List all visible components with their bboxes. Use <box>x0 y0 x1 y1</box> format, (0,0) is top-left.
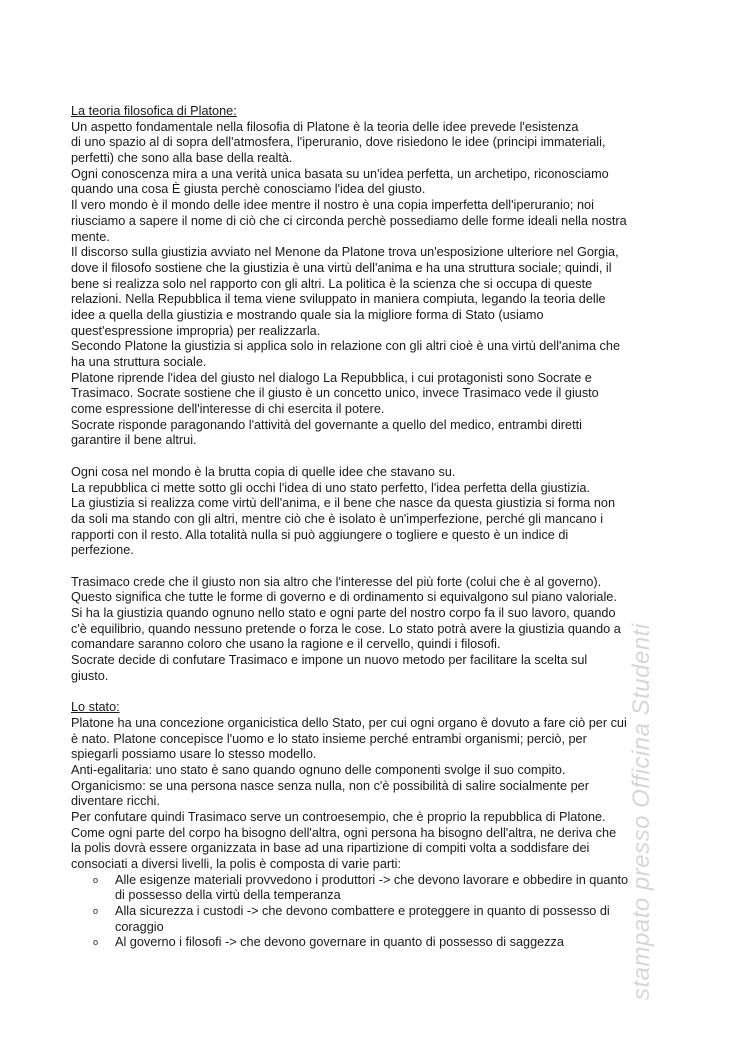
text-line: rapporti con il resto. Alla totalità nulla si può aggiungere o togliere e questo è un indice di <box>71 527 569 542</box>
paragraph-gap <box>71 684 686 700</box>
text-line: Organicismo: se una persona nasce senza nulla, non c'è possibilità di salire socialmente per <box>71 778 589 793</box>
paragraph-gap <box>71 449 686 465</box>
section-heading-stato: Lo stato: <box>71 700 120 715</box>
text-line: dove il filosofo sostiene che la giustizia è una virtù dell'anima e ha una struttura sociale; quindi, il <box>71 260 612 275</box>
text-line: bene si realizza solo nel rapporto con gli altri. La politica è la scienza che si occupa di queste <box>71 276 593 291</box>
list-item-text: Al governo i filosofi -> che devono governare in quanto di possesso di saggezza <box>115 935 564 950</box>
text-line: Socrate risponde paragonando l'attività del governante a quello del medico, entrambi diretti <box>71 417 582 432</box>
text-line: c'è equilibrio, quando nessuno pretende o forza le cose. Lo stato potrà avere la giustizia quando a <box>71 621 621 636</box>
text-line: comandare saranno coloro che usano la ragione e il cervello, quindi i filosofi. <box>71 637 501 652</box>
text-line: ha una struttura sociale. <box>71 355 207 369</box>
list-item <box>71 873 686 904</box>
section-stato-text <box>71 716 686 873</box>
section-teoria-text <box>71 120 686 449</box>
text-line: Anti-egalitaria: uno stato è sano quando ognuno delle componenti svolge il suo compito. <box>71 762 566 777</box>
bullet-list <box>71 873 686 951</box>
bullet-marker: o <box>93 906 99 917</box>
text-line: La repubblica ci mette sotto gli occhi l'idea di uno stato perfetto, l'idea perfetta della giustizia. <box>71 480 590 495</box>
text-line: di uno spazio al di sopra dell'atmosfera, l'iperuranio, dove risiedono le idee (principi immateriali, <box>71 135 606 150</box>
list-item-text: Alle esigenze materiali provvedono i produttori -> che devono lavorare e obbedire in quanto <box>115 872 629 887</box>
watermark: stampato presso Officina Studenti <box>628 623 655 1000</box>
list-item-continuation: coraggio <box>115 919 164 934</box>
text-line: Il vero mondo è il mondo delle idee mentre il nostro è una copia imperfetta dell'iperuranio; noi <box>71 198 594 213</box>
text-line: consociati a diversi livelli, la polis è composta di varie parti: <box>71 857 402 871</box>
list-item-text: Alla sicurezza i custodi -> che devono combattere e proteggere in quanto di possesso di <box>115 904 610 919</box>
text-line: garantire il bene altrui. <box>71 433 197 448</box>
bullet-marker: o <box>93 874 99 885</box>
list-item-line <box>71 904 686 920</box>
text-line: da soli ma stando con gli altri, mentre ciò che è isolato è un'imperfezione, perché gli mancano i <box>71 511 604 526</box>
text-line: Come ogni parte del corpo ha bisogno dell'altra, ogni persona ha bisogno dell'altra, ne deriva che <box>71 825 617 840</box>
text-line: quando una cosa È giusta perchè conosciamo l'idea del giusto. <box>71 182 426 197</box>
text-line: giusto. <box>71 668 109 683</box>
text-line: Si ha la giustizia quando ognuno nello stato e ogni parte del nostro corpo fa il suo lavoro, quando <box>71 606 616 620</box>
list-item <box>71 935 686 951</box>
text-line: Socrate decide di confutare Trasimaco e impone un nuovo metodo per facilitare la scelta sul <box>71 653 588 668</box>
text-line: quest'espressione impropria) per realizzarla. <box>71 323 321 338</box>
text-line: è nato. Platone concepisce l'uomo e lo stato insieme perché entrambi organismi; perciò, per <box>71 731 587 746</box>
text-line: Ogni cosa nel mondo è la brutta copia di quelle idee che stavano su. <box>71 464 456 479</box>
text-line: Secondo Platone la giustizia si applica solo in relazione con gli altri cioè è una virtù dell'anima che <box>71 339 621 354</box>
text-line: perfezione. <box>71 543 134 558</box>
list-item-line <box>71 873 686 889</box>
paragraph-gap <box>71 559 686 575</box>
text-line: la polis dovrà essere organizzata in base ad una ripartizione di compiti volta a soddisfare dei <box>71 841 590 856</box>
text-line: perfetti) che sono alla base della realtà. <box>71 151 293 166</box>
text-line: Per confutare quindi Trasimaco serve un controesempio, che è proprio la repubblica di Platone. <box>71 809 606 824</box>
text-line: riusciamo a sapere il nome di ciò che ci circonda perchè possediamo delle forme ideali nella nostra <box>71 213 627 228</box>
text-line: Un aspetto fondamentale nella filosofia di Platone è la teoria delle idee prevede l'esistenza <box>71 119 579 134</box>
text-line: spiegarli possiamo usare lo stesso modello. <box>71 747 317 762</box>
list-item <box>71 904 686 935</box>
text-line: Trasimaco. Socrate sostiene che il giusto è un concetto unico, invece Trasimaco vede il giusto <box>71 386 599 401</box>
bullet-marker: o <box>93 937 99 948</box>
text-line: La giustizia si realizza come virtù dell'anima, e il bene che nasce da questa giustizia si forma non <box>71 496 616 511</box>
text-line: come espressione dell'interesse di chi esercita il potere. <box>71 402 385 417</box>
list-item-continuation: di possesso della virtù della temperanza <box>115 888 341 903</box>
text-line: Questo significa che tutte le forme di governo e di ordinamento si equivalgono sul piano valoriale. <box>71 590 617 605</box>
text-line: Trasimaco crede che il giusto non sia altro che l'interesse del più forte (colui che è al governo). <box>71 574 602 589</box>
text-line: Platone riprende l'idea del giusto nel dialogo La Repubblica, i cui protagonisti sono Socrate e <box>71 370 592 385</box>
text-line: Il discorso sulla giustizia avviato nel Menone da Platone trova un'esposizione ulteriore nel Gorgia, <box>71 245 619 260</box>
text-line: idee a quella della giustizia e mostrando quale sia la migliore forma di Stato (usiamo <box>71 307 544 322</box>
list-item-line <box>71 935 686 951</box>
document-body <box>71 104 686 951</box>
text-line: relazioni. Nella Repubblica il tema viene sviluppato in maniera compiuta, legando la teoria delle <box>71 292 606 307</box>
section-repubblica-text <box>71 465 686 559</box>
text-line: diventare ricchi. <box>71 794 160 809</box>
section-heading-teoria: La teoria filosofica di Platone: <box>71 104 237 118</box>
text-line: Platone ha una concezione organicistica dello Stato, per cui ogni organo è dovuto a fare ciò per cui <box>71 715 627 730</box>
text-line: Ogni conoscenza mira a una verità unica basata su un'idea perfetta, un archetipo, riconosciamo <box>71 166 609 181</box>
text-line: mente. <box>71 229 110 244</box>
section-trasimaco-text <box>71 575 686 685</box>
